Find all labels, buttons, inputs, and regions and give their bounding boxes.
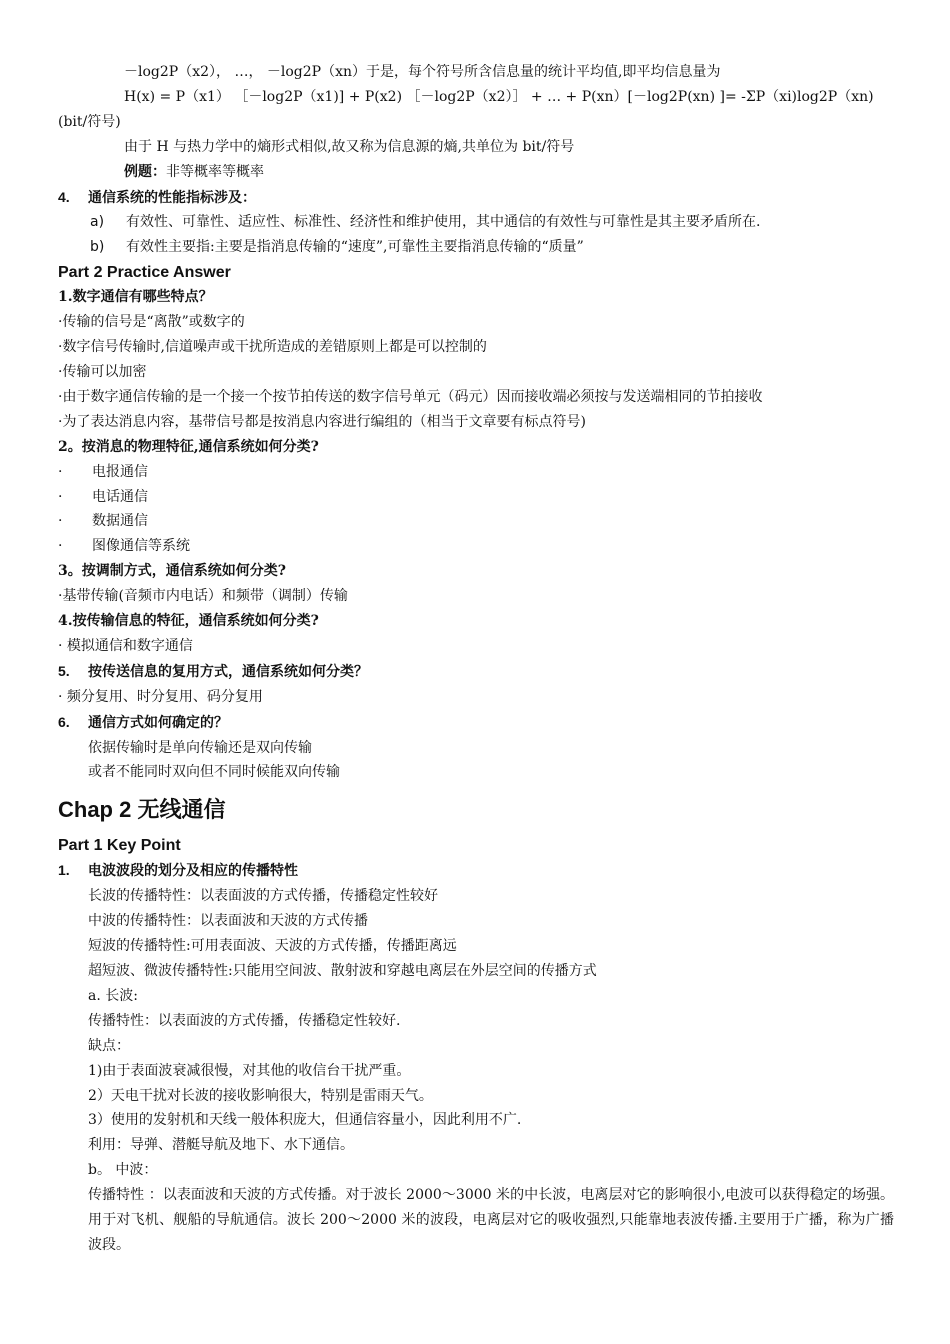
q6-answer: 依据传输时是单向传输还是双向传输: [88, 739, 312, 756]
chap2-line: 3）使用的发射机和天线一般体积庞大，但通信容量小，因此利用不广.: [88, 1112, 522, 1129]
q6-answer: 或者不能同时双向但不同时候能双向传输: [88, 764, 340, 781]
part1-heading: Part 1 Key Point: [58, 837, 181, 855]
item4-title: 通信系统的性能指标涉及：: [88, 189, 256, 206]
item4-a-label: a): [90, 214, 105, 231]
chap2-item1-title: 电波波段的划分及相应的传播特性: [88, 863, 298, 880]
item4-b-text: 有效性主要指:主要是指消息传输的“速度”,可靠性主要指消息传输的“质量”: [126, 239, 584, 256]
q2-item: [58, 485, 894, 510]
item4-heading: [58, 185, 894, 211]
chapter-heading: Chap 2 无线通信: [58, 797, 226, 823]
document-page: [58, 60, 894, 1258]
example-line: [58, 160, 894, 185]
example-text: 非等概率等概率: [166, 163, 264, 180]
q1-item: ·传输的信号是“离散”或数字的: [58, 314, 245, 331]
q2-item-text: 图像通信等系统: [92, 538, 190, 555]
question-4: 4.按传输信息的特征，通信系统如何分类?: [58, 613, 319, 630]
q2-item-text: 数据通信: [92, 513, 148, 530]
chap2-line: 利用：导弹、潜艇导航及地下、水下通信。: [88, 1137, 354, 1154]
entropy-line-1: －log2P（x2）， …， －log2P（xn）于是，每个符号所含信息量的统计平均值,即平均信息量为: [124, 64, 721, 80]
q4-answer: · 模拟通信和数字通信: [58, 637, 193, 654]
chap2-medium-wave-paragraph: 传播特性 ：以表面波和天波的方式传播。对于波长 2000～3000 米的中长波，电离层对它的影响很小,电波可以获得稳定的场强。用于对飞机、舰船的导航通信。波长 200～2000 米的波段，电离层对它的吸收强烈,只能靠地表波传播.主要用于广播，称为广播波段。: [88, 1187, 894, 1253]
q3-answer: ·基带传输(音频市内电话）和频带（调制）传输: [58, 588, 348, 605]
item4-number: 4.: [58, 188, 70, 205]
q1-item: ·为了表达消息内容，基带信号都是按消息内容进行编组的（相当于文章要有标点符号): [58, 413, 586, 430]
question-1: 1.数字通信有哪些特点？: [58, 289, 213, 306]
q2-item: [58, 534, 894, 559]
bullet: ·: [58, 513, 63, 530]
chap2-line: 短波的传播特性:可用表面波、天波的方式传播，传播距离远: [88, 938, 457, 955]
q6-text: 通信方式如何确定的？: [88, 714, 228, 731]
chap2-item1-heading: [58, 858, 894, 884]
entropy-formula: H(x) = P（x1） ［－log2P（x1)] + P(x2) ［－log2P（x2）］ + … + P(xn）[－log2P(xn) ]= -ΣP（xi)log2P（xn): [124, 88, 874, 105]
chap2-line: 超短波、微波传播特性:只能用空间波、散射波和穿越电离层在外层空间的传播方式: [88, 963, 597, 979]
chap2-line: 缺点：: [88, 1037, 130, 1054]
entropy-unit: (bit/符号): [58, 113, 121, 130]
item4-a-text: 有效性、可靠性、适应性、标准性、经济性和维护使用，其中通信的有效性与可靠性是其主要矛盾所在.: [126, 214, 761, 231]
q2-item: [58, 509, 894, 534]
q5-text: 按传送信息的复用方式，通信系统如何分类？: [88, 663, 368, 680]
chap2-line: 1)由于表面波衰减很慢，对其他的收信台干扰严重。: [88, 1062, 411, 1079]
bullet: ·: [58, 488, 63, 505]
q6-number: 6.: [58, 713, 70, 730]
q5-number: 5.: [58, 662, 70, 679]
question-6: [58, 710, 894, 736]
bullet: ·: [58, 538, 63, 555]
example-label: 例题：: [124, 163, 166, 180]
q2-item: [58, 460, 894, 485]
bullet: ·: [58, 463, 63, 480]
part2-heading: Part 2 Practice Answer: [58, 264, 231, 282]
chap2-line: 2）天电干扰对长波的接收影响很大，特别是雷雨天气。: [88, 1087, 433, 1104]
chap2-line: 长波的传播特性：以表面波的方式传播，传播稳定性较好: [88, 888, 438, 905]
chap2-line: b。 中波：: [88, 1162, 158, 1179]
question-3: 3。按调制方式，通信系统如何分类?: [58, 563, 286, 580]
question-5: [58, 659, 894, 685]
item4-b: [58, 235, 894, 260]
question-2: 2。按消息的物理特征,通信系统如何分类?: [58, 438, 319, 455]
chap2-line: a. 长波:: [88, 987, 138, 1004]
q2-item-text: 电报通信: [92, 463, 148, 480]
chap2-line: 中波的传播特性：以表面波和天波的方式传播: [88, 913, 368, 930]
item4-b-label: b): [90, 239, 105, 256]
q1-item: ·由于数字通信传输的是一个接一个按节拍传送的数字信号单元（码元）因而接收端必须按与发送端相同的节拍接收: [58, 388, 763, 405]
chap2-line: 传播特性：以表面波的方式传播，传播稳定性较好.: [88, 1012, 401, 1029]
q5-answer: · 频分复用、时分复用、码分复用: [58, 688, 263, 705]
q2-item-text: 电话通信: [92, 488, 148, 505]
entropy-explanation: 由于 H 与热力学中的熵形式相似,故又称为信息源的熵,共单位为 bit/符号: [124, 138, 575, 155]
item4-a: [58, 210, 894, 235]
q1-item: ·数字信号传输时,信道噪声或干扰所造成的差错原则上都是可以控制的: [58, 339, 487, 356]
q1-item: ·传输可以加密: [58, 363, 147, 380]
chap2-item1-number: 1.: [58, 862, 70, 879]
